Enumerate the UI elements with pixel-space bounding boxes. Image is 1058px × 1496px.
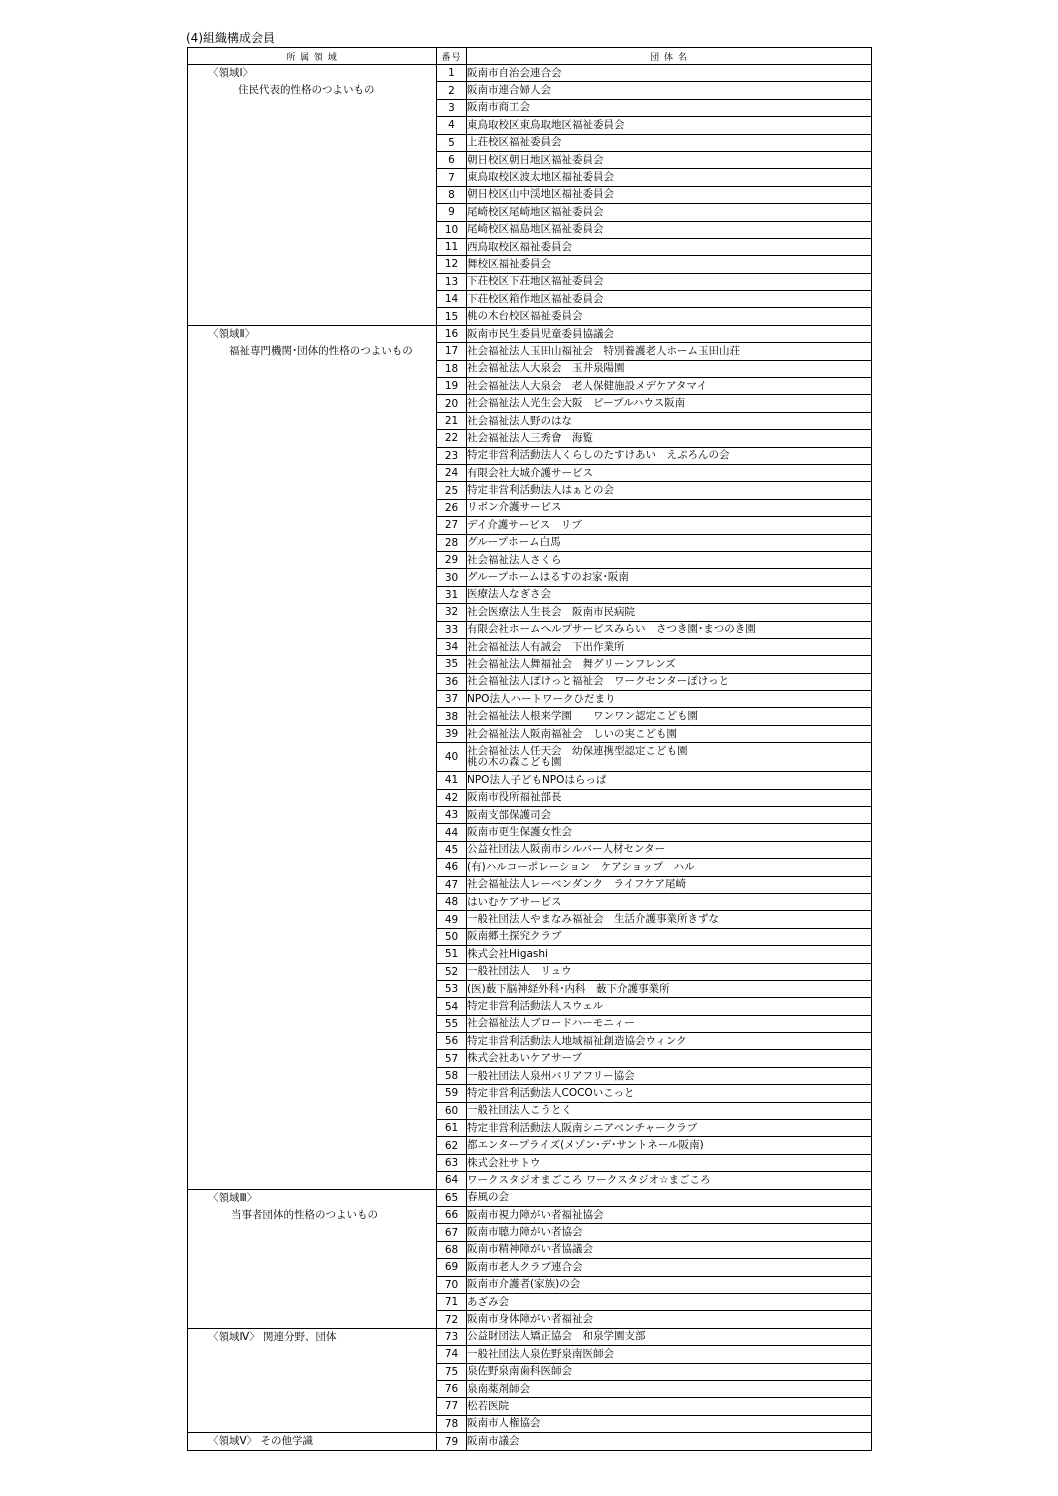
member-number: 38	[437, 708, 467, 725]
member-number: 51	[437, 946, 467, 963]
organization-name: 一般社団法人やまなみ福祉会 生活介護事業所きずな	[467, 911, 872, 928]
organization-name: 特定非営利活動法人地域福祉創造協会ウィンク	[467, 1033, 872, 1050]
member-number: 2	[437, 82, 467, 99]
domain-label: 〈領域Ⅰ〉	[208, 67, 254, 79]
organization-name: 特定非営利活動法人スウェル	[467, 998, 872, 1015]
organization-name: 特定非営利活動法人阪南シニアベンチャークラブ	[467, 1120, 872, 1137]
member-number: 30	[437, 569, 467, 586]
organization-name: 阪南市身体障がい者福祉会	[467, 1311, 872, 1328]
member-number: 7	[437, 169, 467, 186]
member-number: 68	[437, 1241, 467, 1258]
organization-name: 一般社団法人こうとく	[467, 1102, 872, 1119]
organization-name: NPO法人ハートワークひだまり	[467, 691, 872, 708]
organization-name: 社会福祉法人玉田山福祉会 特別養護老人ホーム玉田山荘	[467, 343, 872, 360]
organization-name: 桃の木台校区福祉委員会	[467, 308, 872, 325]
organization-name: ワークスタジオまごころ ワークスタジオ☆まごころ	[467, 1172, 872, 1189]
organization-name: 阪南市連合婦人会	[467, 82, 872, 99]
organization-name: デイ介護サービス リブ	[467, 517, 872, 534]
member-number: 37	[437, 691, 467, 708]
member-number: 72	[437, 1311, 467, 1328]
member-number: 66	[437, 1207, 467, 1224]
organization-name: 特定非営利活動法人COCOいこっと	[467, 1085, 872, 1102]
member-number: 57	[437, 1050, 467, 1067]
member-number: 34	[437, 638, 467, 655]
organization-name: 社会福祉法人光生会大阪 ピープルハウス阪南	[467, 395, 872, 412]
member-number: 62	[437, 1137, 467, 1154]
table-row	[188, 325, 872, 342]
member-number: 23	[437, 447, 467, 464]
member-number: 77	[437, 1398, 467, 1415]
domain-cell	[188, 65, 437, 326]
organization-name: 西鳥取校区福祉委員会	[467, 238, 872, 255]
domain-label: 〈領域Ⅱ〉	[208, 327, 256, 340]
domain-description: 福祉専門機関･団体的性格のつよいもの	[229, 344, 413, 357]
member-number: 46	[437, 859, 467, 876]
organization-name: 舞校区福祉委員会	[467, 256, 872, 273]
table-row	[188, 1328, 872, 1345]
table-header-row	[188, 48, 872, 65]
organization-name: 阪南市役所福祉部長	[467, 789, 872, 806]
organization-name: 下荘校区箱作地区福祉委員会	[467, 291, 872, 308]
member-number: 41	[437, 772, 467, 789]
member-number: 76	[437, 1380, 467, 1397]
member-table	[187, 47, 872, 1451]
member-number: 28	[437, 534, 467, 551]
organization-name: 尾崎校区尾崎地区福祉委員会	[467, 204, 872, 221]
organization-name: 阪南市視力障がい者福祉協会	[467, 1207, 872, 1224]
organization-name: 阪南支部保護司会	[467, 807, 872, 824]
organization-name: 阪南市介護者(家族)の会	[467, 1276, 872, 1293]
organization-name: 特定非営利活動法人はぁとの会	[467, 482, 872, 499]
organization-name: 阪南市人権協会	[467, 1415, 872, 1432]
organization-name: 社会福祉法人三秀會 海覧	[467, 430, 872, 447]
organization-name: 朝日校区山中渓地区福祉委員会	[467, 186, 872, 203]
organization-name: 尾崎校区福島地区福祉委員会	[467, 221, 872, 238]
member-number: 1	[437, 65, 467, 82]
member-number: 71	[437, 1293, 467, 1310]
organization-name: 朝日校区朝日地区福祉委員会	[467, 151, 872, 168]
organization-name: 株式会社Higashi	[467, 946, 872, 963]
organization-name: 阪南市更生保護女性会	[467, 824, 872, 841]
member-number: 43	[437, 807, 467, 824]
organization-name: 特定非営利活動法人くらしのたすけあい えぷろんの会	[467, 447, 872, 464]
table-body	[188, 65, 872, 1451]
member-number: 73	[437, 1328, 467, 1345]
header-name: 団 体 名	[467, 48, 872, 65]
member-number: 12	[437, 256, 467, 273]
member-number: 5	[437, 134, 467, 151]
domain-cell	[188, 1328, 437, 1432]
member-number: 42	[437, 789, 467, 806]
organization-name: 社会福祉法人舞福祉会 舞グリーンフレンズ	[467, 656, 872, 673]
organization-name: あざみ会	[467, 1293, 872, 1310]
organization-name: 阪南市精神障がい者協議会	[467, 1241, 872, 1258]
member-number: 10	[437, 221, 467, 238]
member-number: 61	[437, 1120, 467, 1137]
table-row	[188, 65, 872, 82]
member-number: 17	[437, 343, 467, 360]
organization-name: 泉佐野泉南歯科医師会	[467, 1363, 872, 1380]
organization-name: 阪南市商工会	[467, 99, 872, 116]
member-number: 48	[437, 893, 467, 910]
domain-description: 当事者団体的性格のつよいもの	[231, 1208, 378, 1221]
member-number: 14	[437, 291, 467, 308]
organization-name: NPO法人子どもNPOはらっぱ	[467, 772, 872, 789]
organization-name: 株式会社あいケアサーブ	[467, 1050, 872, 1067]
member-number: 32	[437, 604, 467, 621]
organization-name: 一般社団法人泉州バリアフリー協会	[467, 1067, 872, 1084]
member-number: 53	[437, 980, 467, 997]
domain-label: 〈領域Ⅴ〉 その他学識	[208, 1435, 314, 1448]
member-number: 50	[437, 928, 467, 945]
organization-name: 春風の会	[467, 1189, 872, 1206]
member-number: 59	[437, 1085, 467, 1102]
organization-name: 泉南薬剤師会	[467, 1380, 872, 1397]
member-number: 22	[437, 430, 467, 447]
organization-name: 阪南市民生委員児童委員協議会	[467, 325, 872, 342]
member-number: 6	[437, 151, 467, 168]
domain-cell	[188, 1433, 437, 1451]
member-number: 67	[437, 1224, 467, 1241]
table-row	[188, 1189, 872, 1206]
organization-name: 社会福祉法人根来学園 ワンワン認定こども園	[467, 708, 872, 725]
organization-name: 公益社団法人阪南市シルバー人材センター	[467, 841, 872, 858]
member-number: 11	[437, 238, 467, 255]
member-number: 55	[437, 1015, 467, 1032]
organization-name: 社会福祉法人有誠会 下出作業所	[467, 638, 872, 655]
organization-name: 有限会社ホームヘルプサービスみらい さつき園･まつのき園	[467, 621, 872, 638]
member-number: 60	[437, 1102, 467, 1119]
organization-name: 株式会社サトウ	[467, 1154, 872, 1171]
organization-name: 社会福祉法人阪南福祉会 しいの実こども園	[467, 725, 872, 742]
organization-name: 社会福祉法人大泉会 老人保健施設メデケアタマイ	[467, 378, 872, 395]
member-number: 54	[437, 998, 467, 1015]
organization-name: 阪南市議会	[467, 1433, 872, 1451]
organization-name: (医)薮下脳神経外科･内科 薮下介護事業所	[467, 980, 872, 997]
page-title: (4)組織構成会員	[186, 31, 275, 45]
member-number: 29	[437, 551, 467, 568]
member-number: 79	[437, 1433, 467, 1451]
member-number: 27	[437, 517, 467, 534]
member-number: 74	[437, 1346, 467, 1363]
organization-name: グループホームはるすのお家･阪南	[467, 569, 872, 586]
organization-name: 公益財団法人矯正協会 和泉学園支部	[467, 1328, 872, 1345]
member-number: 15	[437, 308, 467, 325]
organization-name: 社会福祉法人ぽけっと福祉会 ワークセンターぽけっと	[467, 673, 872, 690]
member-number: 64	[437, 1172, 467, 1189]
member-number: 3	[437, 99, 467, 116]
organization-name: はいむケアサービス	[467, 893, 872, 910]
organization-name: 下荘校区下荘地区福祉委員会	[467, 273, 872, 290]
member-number: 18	[437, 360, 467, 377]
member-number: 70	[437, 1276, 467, 1293]
organization-name: 上荘校区福祉委員会	[467, 134, 872, 151]
organization-name	[467, 743, 872, 772]
member-number: 47	[437, 876, 467, 893]
organization-name: 一般社団法人泉佐野泉南医師会	[467, 1346, 872, 1363]
member-number: 33	[437, 621, 467, 638]
member-number: 16	[437, 325, 467, 342]
member-number: 24	[437, 464, 467, 481]
member-number: 19	[437, 378, 467, 395]
organization-name: 東鳥取校区東鳥取地区福祉委員会	[467, 117, 872, 134]
member-number: 20	[437, 395, 467, 412]
member-number: 13	[437, 273, 467, 290]
organization-name: 有限会社大城介護サービス	[467, 464, 872, 481]
member-number: 40	[437, 743, 467, 772]
organization-name: 社会福祉法人大泉会 玉井泉陽園	[467, 360, 872, 377]
domain-label: 〈領域Ⅳ〉 関連分野、団体	[208, 1330, 337, 1343]
organization-name: 社会福祉法人ブロードハーモニィー	[467, 1015, 872, 1032]
organization-name: 社会福祉法人レーベンダンク ライフケア尾崎	[467, 876, 872, 893]
organization-name: 阪南市聴力障がい者協会	[467, 1224, 872, 1241]
organization-name: 阪南市老人クラブ連合会	[467, 1259, 872, 1276]
member-number: 4	[437, 117, 467, 134]
organization-name: 社会医療法人生長会 阪南市民病院	[467, 604, 872, 621]
organization-name: 都エンタープライズ(メゾン･デ･サントネール阪南)	[467, 1137, 872, 1154]
organization-name: 東鳥取校区波太地区福祉委員会	[467, 169, 872, 186]
member-number: 75	[437, 1363, 467, 1380]
header-domain: 所 属 領 域	[188, 48, 437, 65]
member-number: 52	[437, 963, 467, 980]
member-number: 56	[437, 1033, 467, 1050]
domain-description: 住民代表的性格のつよいもの	[238, 84, 375, 96]
member-number: 58	[437, 1067, 467, 1084]
member-number: 69	[437, 1259, 467, 1276]
member-number: 8	[437, 186, 467, 203]
member-number: 63	[437, 1154, 467, 1171]
table-row	[188, 1433, 872, 1451]
member-number: 25	[437, 482, 467, 499]
member-number: 39	[437, 725, 467, 742]
organization-name: 社会福祉法人さくら	[467, 551, 872, 568]
member-number: 21	[437, 412, 467, 429]
member-number: 78	[437, 1415, 467, 1432]
organization-name: (有)ハルコーポレーション ケアショップ ハル	[467, 859, 872, 876]
domain-label: 〈領域Ⅲ〉	[208, 1191, 258, 1204]
member-number: 31	[437, 586, 467, 603]
domain-cell	[188, 1189, 437, 1328]
member-number: 45	[437, 841, 467, 858]
member-number: 44	[437, 824, 467, 841]
domain-cell	[188, 325, 437, 1189]
member-number: 9	[437, 204, 467, 221]
organization-name: 医療法人なぎさ会	[467, 586, 872, 603]
header-number: 番号	[437, 48, 467, 65]
organization-name: リボン介護サービス	[467, 499, 872, 516]
organization-name: グループホーム白馬	[467, 534, 872, 551]
organization-name: 一般社団法人 リュウ	[467, 963, 872, 980]
organization-name-line: 社会福祉法人任天会 幼保連携型認定こども園	[467, 745, 688, 758]
organization-name: 阪南郷土探究クラブ	[467, 928, 872, 945]
member-number: 26	[437, 499, 467, 516]
member-number: 49	[437, 911, 467, 928]
member-number: 36	[437, 673, 467, 690]
organization-name-line: 桃の木の森こども園	[467, 756, 562, 769]
member-number: 65	[437, 1189, 467, 1206]
organization-name: 松若医院	[467, 1398, 872, 1415]
member-number: 35	[437, 656, 467, 673]
organization-name: 阪南市自治会連合会	[467, 65, 872, 82]
organization-name: 社会福祉法人野のはな	[467, 412, 872, 429]
